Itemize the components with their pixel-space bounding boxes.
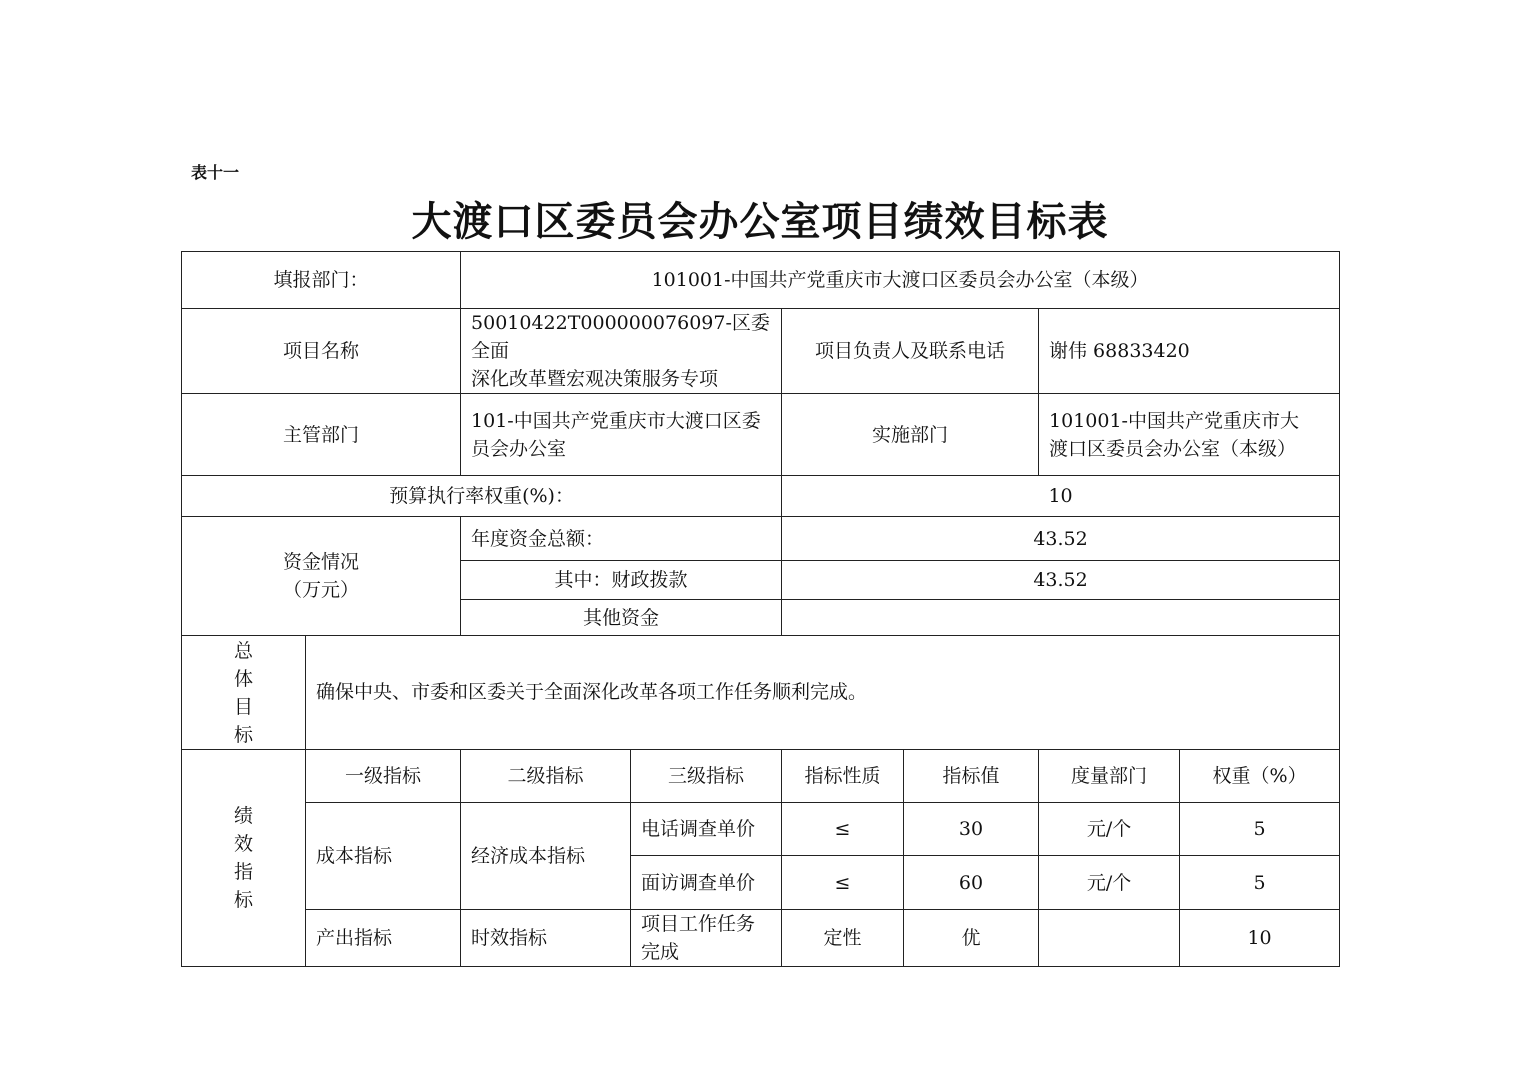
row-performance-header [182,750,1340,803]
funds-label-line2: （万元） [283,579,360,601]
supervisor-value [461,394,782,476]
funds-total-value: 43.52 [782,517,1340,561]
funds-fiscal-label: 其中：财政拨款 [461,561,782,600]
row3-unit [1039,910,1180,967]
row3-value: 优 [904,910,1039,967]
project-name-line2: 深化改革暨宏观决策服务专项 [471,368,719,390]
budget-rate-label: 预算执行率权重(%)： [182,476,782,517]
overall-goal-label [182,636,306,750]
row2-value: 60 [904,856,1039,910]
row2-nature: ≤ [782,856,904,910]
document-title: 大渡口区委员会办公室项目绩效目标表 [411,198,1109,245]
funds-fiscal-value: 43.52 [782,561,1340,600]
impl-label: 实施部门 [782,394,1039,476]
impl-value [1039,394,1340,476]
row-budget-rate [182,476,1340,517]
project-name-label: 项目名称 [182,309,461,394]
row1-value: 30 [904,803,1039,856]
row1-weight: 5 [1180,803,1340,856]
manager-label: 项目负责人及联系电话 [782,309,1039,394]
funds-total-label: 年度资金总额： [461,517,782,561]
row2-weight: 5 [1180,856,1340,910]
row3-level3-line2: 完成 [641,941,680,963]
overall-goal-char: 目 [233,695,253,718]
performance-char: 效 [233,833,253,855]
project-name-line1: 50010422T000000076097-区委全面 [471,312,770,362]
performance-char: 标 [233,889,253,911]
header-weight: 权重（%） [1180,750,1340,803]
overall-goal-char: 标 [233,723,253,746]
row1-level3: 电话调查单价 [631,803,782,856]
overall-goal-char: 体 [233,667,253,690]
project-name-value [461,309,782,394]
header-unit: 度量部门 [1039,750,1180,803]
row-fill-dept [182,252,1340,309]
performance-char: 绩 [233,805,253,827]
performance-char: 指 [233,861,253,883]
budget-rate-value: 10 [782,476,1340,517]
header-level1: 一级指标 [306,750,461,803]
performance-label [182,750,306,967]
header-nature: 指标性质 [782,750,904,803]
row-funds-total [182,517,1340,561]
impl-line2: 渡口区委员会办公室（本级） [1049,437,1297,460]
row2-unit: 元/个 [1039,856,1180,910]
row-project-name [182,309,1340,394]
impl-line1: 101001-中国共产党重庆市大 [1049,409,1299,432]
supervisor-line2: 员会办公室 [471,437,567,460]
header-value: 指标值 [904,750,1039,803]
header-level3: 三级指标 [631,750,782,803]
row-overall-goal [182,636,1340,750]
funds-other-label: 其他资金 [461,600,782,636]
overall-goal-text: 确保中央、市委和区委关于全面深化改革各项工作任务顺利完成。 [306,636,1340,750]
row2-level3: 面访调查单价 [631,856,782,910]
fill-dept-value: 101001-中国共产党重庆市大渡口区委员会办公室（本级） [461,252,1340,309]
funds-other-value [782,600,1340,636]
overall-goal-char: 总 [233,639,253,662]
header-level2: 二级指标 [461,750,631,803]
supervisor-label: 主管部门 [182,394,461,476]
row3-level3-line1: 项目工作任务 [641,913,756,935]
fill-dept-label: 填报部门： [182,252,461,309]
supervisor-line1: 101-中国共产党重庆市大渡口区委 [471,409,761,432]
table-row [182,803,1340,856]
funds-label-line1: 资金情况 [283,551,360,573]
row3-level1: 产出指标 [306,910,461,967]
row3-weight: 10 [1180,910,1340,967]
row1-unit: 元/个 [1039,803,1180,856]
row1-nature: ≤ [782,803,904,856]
row3-level2: 时效指标 [461,910,631,967]
row1-level2: 经济成本指标 [461,803,631,910]
row3-nature: 定性 [782,910,904,967]
row1-level1: 成本指标 [306,803,461,910]
funds-label [182,517,461,636]
row3-level3 [631,910,782,967]
table-row [182,910,1340,967]
performance-target-table [181,251,1340,967]
manager-value: 谢伟 68833420 [1039,309,1340,394]
form-label: 表十一 [191,163,240,182]
row-departments [182,394,1340,476]
